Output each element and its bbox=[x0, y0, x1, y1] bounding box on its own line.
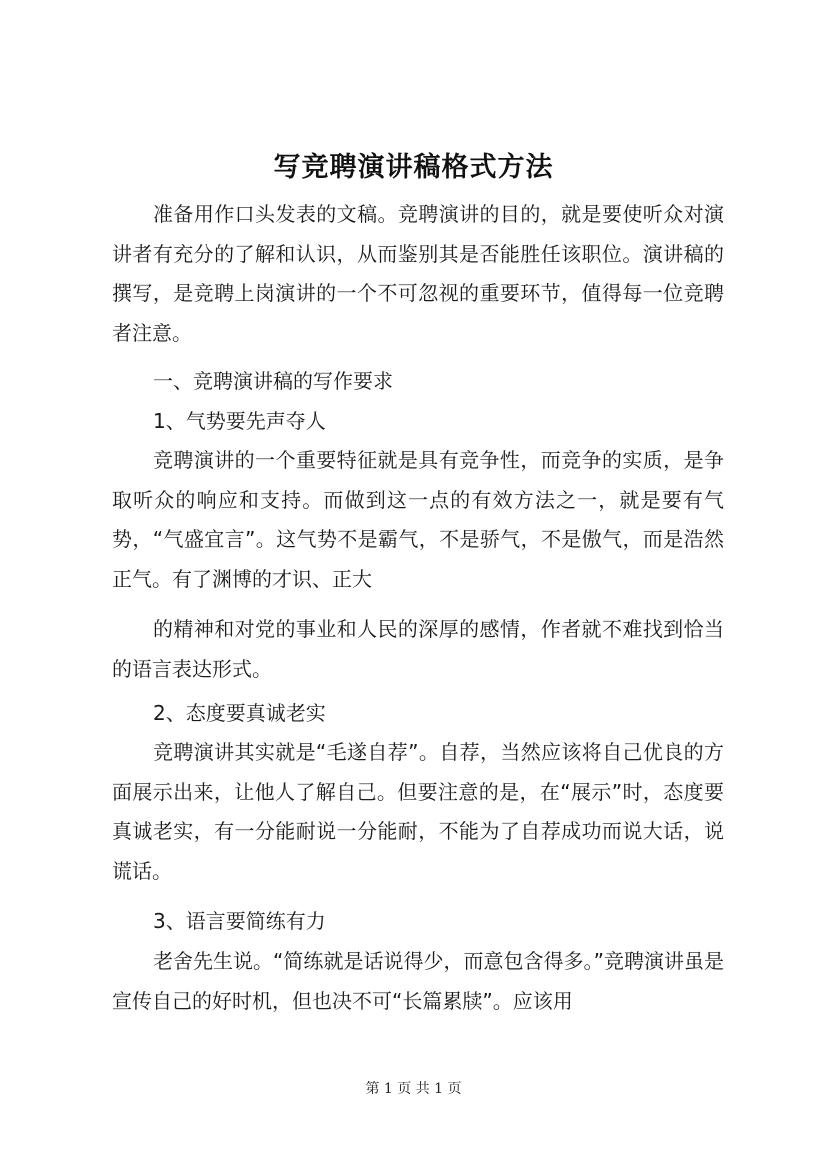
subsection-heading: 3、语言要简练有力 bbox=[153, 909, 326, 933]
paragraph-intro: 准备用作口头发表的文稿。竞聘演讲的目的，就是要使听众对演讲者有充分的了解和认识，从而鉴别其是否能胜任该职位。演讲稿的撰写，是竞聘上岗演讲的一个不可忽视的重要环节，值得每一位竞聘者注意。 bbox=[112, 202, 724, 345]
subsection-heading: 2、态度要真诚老实 bbox=[153, 701, 326, 725]
section-heading: 一、竞聘演讲稿的写作要求 bbox=[153, 369, 393, 393]
paragraph: 竞聘演讲其实就是“毛遂自荐”。自荐，当然应该将自己优良的方面展示出来，让他人了解自己。但要注意的是，在“展示”时，态度要真诚老实，有一分能耐说一分能耐，不能为了自荐成功而说大话，说谎话。 bbox=[112, 740, 724, 883]
document-title: 写竞聘演讲稿格式方法 bbox=[273, 152, 554, 183]
page-footer: 第 1 页 共 1 页 bbox=[365, 1081, 462, 1097]
paragraph: 竞聘演讲的一个重要特征就是具有竞争性，而竞争的实质，是争取听众的响应和支持。而做到这一点的有效方法之一，就是要有气势，“气盛宜言”。这气势不是霸气，不是骄气，不是傲气，而是浩然正气。有了渊博的才识、正大 bbox=[112, 448, 724, 591]
subsection-heading: 1、气势要先声夺人 bbox=[153, 409, 326, 433]
paragraph: 老舍先生说。“简练就是话说得少，而意包含得多。”竞聘演讲虽是宣传自己的好时机，但也决不可“长篇累牍”。应该用 bbox=[112, 949, 724, 1013]
paragraph: 的精神和对党的事业和人民的深厚的感情，作者就不难找到恰当的语言表达形式。 bbox=[112, 617, 724, 681]
